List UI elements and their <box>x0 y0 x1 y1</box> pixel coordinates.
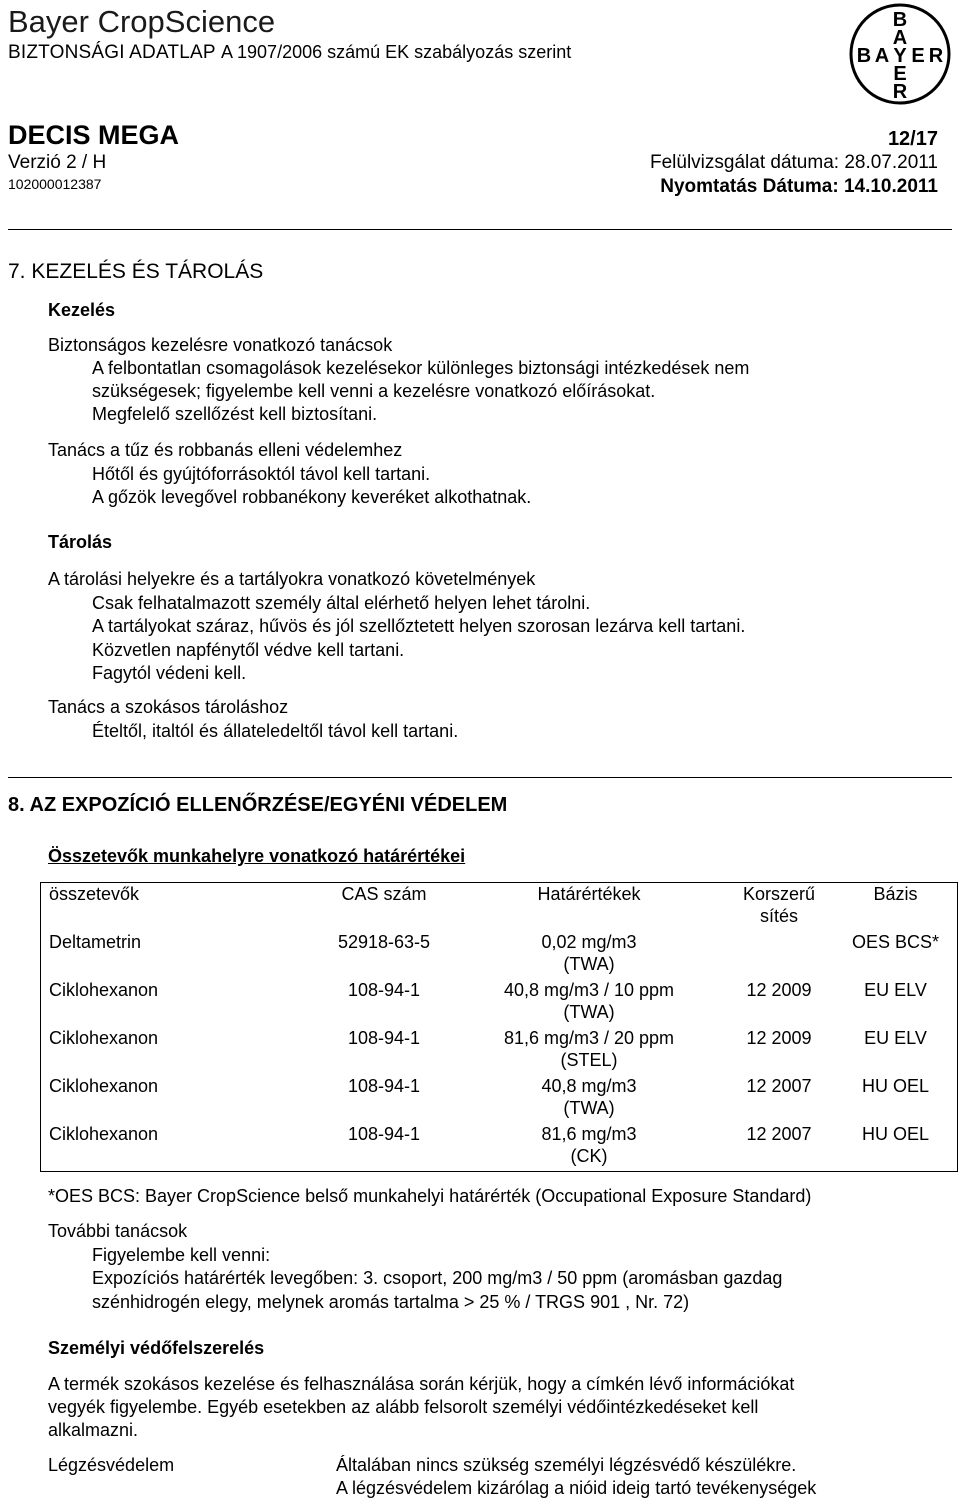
regulation: A 1907/2006 számú EK szabályozás szerint <box>221 42 572 62</box>
cell-update <box>724 931 834 979</box>
cell-cas: 108-94-1 <box>347 980 421 1000</box>
common-storage-line: Ételtől, italtól és állateledeltől távol kell tartani. <box>92 721 459 741</box>
limit-type: (TWA) <box>563 1098 615 1118</box>
cell-component: Deltametrin <box>49 932 142 952</box>
cell-limit <box>454 979 724 1027</box>
ppe-line: alkalmazni. <box>48 1420 139 1440</box>
section8-title: 8. AZ EXPOZÍCIÓ ELLENŐRZÉSE/EGYÉNI VÉDELEM <box>8 794 508 816</box>
table-row <box>41 1027 958 1075</box>
limit-type: (TWA) <box>563 954 615 974</box>
further-advice-line: szénhidrogén elegy, melynek aromás tartalma > 25 % / TRGS 901 , Nr. 72) <box>92 1292 690 1312</box>
revision-date: Felülvizsgálat dátuma: 28.07.2011 <box>650 152 938 173</box>
table-header-row <box>41 883 958 932</box>
exposure-limits-table <box>40 882 958 1172</box>
cell-update: 12 2007 <box>746 1124 812 1144</box>
header-limits: Határértékek <box>537 884 641 904</box>
svg-text:R: R <box>892 81 908 103</box>
limit-value: 81,6 mg/m3 <box>541 1124 637 1144</box>
safe-handling-line: szükségesek; figyelembe kell venni a kezelésre vonatkozó előírásokat. <box>92 381 656 401</box>
storage-line: A tartályokat száraz, hűvös és jól szellőztetett helyen szorosan lezárva kell tartani. <box>92 616 746 636</box>
storage-heading: Tárolás <box>48 532 113 552</box>
header-update <box>724 883 834 932</box>
doc-type: BIZTONSÁGI ADATLAP <box>8 42 216 63</box>
cell-limit <box>454 1123 724 1172</box>
common-storage-title: Tanács a szokásos tároláshoz <box>48 697 289 717</box>
ppe-heading: Személyi védőfelszerelés <box>48 1338 265 1358</box>
svg-text:E: E <box>893 63 907 85</box>
svg-text:E: E <box>911 45 925 67</box>
product-name: DECIS MEGA <box>8 120 180 150</box>
cell-component: Ciklohexanon <box>49 980 159 1000</box>
cell-cas: 108-94-1 <box>347 1124 421 1144</box>
cell-cas: 108-94-1 <box>347 1076 421 1096</box>
product-code: 102000012387 <box>8 176 102 192</box>
page-number: 12/17 <box>887 128 938 150</box>
further-advice-line: Expozíciós határérték levegőben: 3. csoport, 200 mg/m3 / 50 ppm (aromásban gazdag <box>92 1268 783 1288</box>
svg-text:A: A <box>892 27 908 49</box>
safe-handling-line: A felbontatlan csomagolások kezelésekor különleges biztonsági intézkedések nem <box>92 358 750 378</box>
brand-name: Bayer CropScience <box>8 4 276 39</box>
cell-limit <box>454 931 724 979</box>
table-row <box>41 931 958 979</box>
svg-text:B: B <box>892 9 908 31</box>
table-row <box>41 1123 958 1172</box>
limit-value: 0,02 mg/m3 <box>541 932 637 952</box>
limits-heading: Összetevők munkahelyre vonatkozó határértékei <box>48 846 466 866</box>
cell-cas: 108-94-1 <box>347 1028 421 1048</box>
section-divider <box>8 777 952 778</box>
limit-value: 40,8 mg/m3 / 10 ppm <box>503 980 675 1000</box>
table-row <box>41 979 958 1027</box>
header-component: összetevők <box>49 884 140 904</box>
fire-title: Tanács a tűz és robbanás elleni védelemhez <box>48 440 403 460</box>
header-divider <box>8 229 952 230</box>
svg-text:A: A <box>874 45 890 67</box>
handling-heading: Kezelés <box>48 300 116 320</box>
cell-basis: EU ELV <box>864 1028 927 1048</box>
limit-type: (CK) <box>570 1146 608 1166</box>
table-row <box>41 1075 958 1123</box>
respiratory-line: Általában nincs szükség személyi légzésvédő készülékre. <box>336 1455 797 1475</box>
further-advice-title: További tanácsok <box>48 1221 188 1241</box>
cell-basis: OES BCS* <box>851 932 940 952</box>
cell-component: Ciklohexanon <box>49 1076 159 1096</box>
limit-type: (TWA) <box>563 1002 615 1022</box>
bayer-cross-logo <box>848 2 952 106</box>
svg-text:Y: Y <box>893 45 907 67</box>
limit-value: 40,8 mg/m3 <box>541 1076 637 1096</box>
cell-component: Ciklohexanon <box>49 1028 159 1048</box>
cell-basis: HU OEL <box>861 1124 930 1144</box>
cell-limit <box>454 1027 724 1075</box>
storage-line: Közvetlen napfénytől védve kell tartani. <box>92 640 405 660</box>
safe-handling-title: Biztonságos kezelésre vonatkozó tanácsok <box>48 335 393 355</box>
document-subtitle <box>8 42 571 64</box>
respiratory-label: Légzésvédelem <box>48 1455 175 1475</box>
storage-line: Csak felhatalmazott személy által elérhető helyen lehet tárolni. <box>92 593 591 613</box>
version: Verzió 2 / H <box>8 152 107 173</box>
cell-basis: HU OEL <box>861 1076 930 1096</box>
further-advice-line: Figyelembe kell venni: <box>92 1245 271 1265</box>
limit-type: (STEL) <box>560 1050 618 1070</box>
header-update-text: Korszerű sítés <box>742 884 816 926</box>
cell-basis: EU ELV <box>864 980 927 1000</box>
ppe-line: vegyék figyelembe. Egyéb esetekben az alább felsorolt személyi védőintézkedéseket kell <box>48 1397 759 1417</box>
print-date: Nyomtatás Dátuma: 14.10.2011 <box>660 176 938 197</box>
header-basis: Bázis <box>873 884 918 904</box>
cell-update: 12 2007 <box>746 1076 812 1096</box>
footnote: *OES BCS: Bayer CropScience belső munkahelyi határérték (Occupational Exposure Standard) <box>48 1186 812 1206</box>
safe-handling-line: Megfelelő szellőzést kell biztosítani. <box>92 404 378 424</box>
ppe-line: A termék szokásos kezelése és felhasználása során kérjük, hogy a címkén lévő információkat <box>48 1374 795 1394</box>
cell-update: 12 2009 <box>746 980 812 1000</box>
storage-requirements-title: A tárolási helyekre és a tartályokra vonatkozó követelmények <box>48 569 536 589</box>
cell-limit <box>454 1075 724 1123</box>
respiratory-line: A légzésvédelem kizárólag a nióid ideig tartó tevékenységek <box>336 1478 817 1498</box>
storage-line: Fagytól védeni kell. <box>92 663 247 683</box>
fire-line: A gőzök levegővel robbanékony keveréket alkothatnak. <box>92 487 532 507</box>
svg-text:R: R <box>928 45 944 67</box>
limit-value: 81,6 mg/m3 / 20 ppm <box>503 1028 675 1048</box>
fire-line: Hőtől és gyújtóforrásoktól távol kell tartani. <box>92 464 431 484</box>
cell-update: 12 2009 <box>746 1028 812 1048</box>
svg-text:B: B <box>856 45 872 67</box>
section7-title: 7. KEZELÉS ÉS TÁROLÁS <box>8 260 264 283</box>
header-cas: CAS szám <box>341 884 427 904</box>
cell-component: Ciklohexanon <box>49 1124 159 1144</box>
cell-cas: 52918-63-5 <box>337 932 431 952</box>
